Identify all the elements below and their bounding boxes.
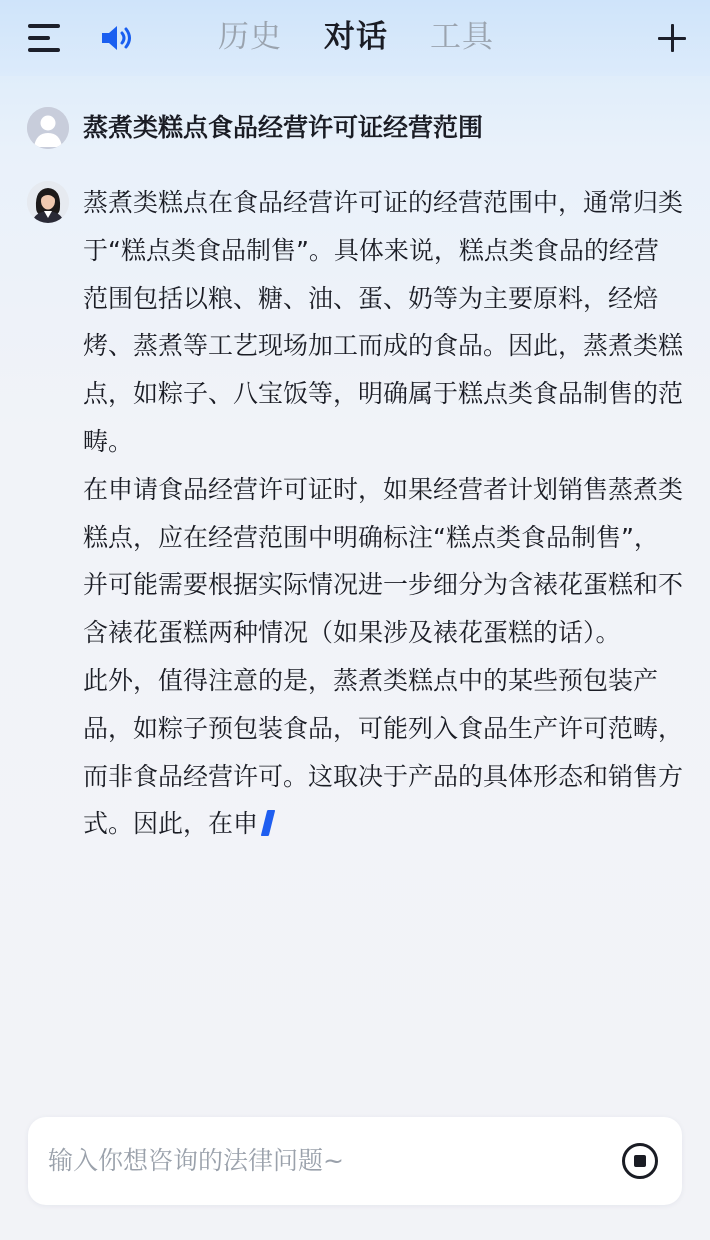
user-avatar — [27, 107, 69, 149]
tab-chat[interactable]: 对话 — [324, 19, 388, 55]
top-bar — [0, 0, 710, 76]
answer-paragraph: 蒸煮类糕点在食品经营许可证的经营范围中，通常归类于“糕点类食品制售”。具体来说，糕点类食品的经营范围包括以粮、糖、油、蛋、奶等为主要原料，经焙烤、蒸煮等工艺现场加工而成的食品。因此，蒸煮类糕点，如粽子、八宝饭等，明确属于糕点类食品制售的范畴。 — [83, 188, 684, 456]
typing-cursor-icon — [261, 810, 275, 836]
answer-paragraph-streaming — [83, 657, 683, 848]
question-input-bar[interactable] — [28, 1117, 682, 1205]
plus-icon[interactable] — [658, 24, 686, 52]
tab-tools[interactable]: 工具 — [430, 19, 494, 55]
speaker-icon[interactable] — [100, 22, 136, 54]
answer-paragraph-text: 此外，值得注意的是，蒸煮类糕点中的某些预包装产品，如粽子预包装食品，可能列入食品生产许可范畴，而非食品经营许可。这取决于产品的具体形态和销售方式。因此，在申 — [83, 665, 684, 839]
user-question: 蒸煮类糕点食品经营许可证经营范围 — [83, 113, 484, 142]
menu-icon[interactable] — [28, 24, 62, 52]
question-input[interactable]: 输入你想咨询的法律问题~ — [48, 1146, 344, 1175]
user-avatar-icon — [27, 107, 69, 149]
tab-history[interactable]: 历史 — [218, 19, 282, 55]
answer-paragraph: 在申请食品经营许可证时，如果经营者计划销售蒸煮类糕点，应在经营范围中明确标注“糕点类食品制售”，并可能需要根据实际情况进一步细分为含裱花蛋糕和不含裱花蛋糕两种情况（如果涉及裱花蛋糕的话）。 — [83, 474, 684, 648]
assistant-answer — [83, 179, 683, 848]
assistant-avatar-icon — [27, 181, 69, 223]
stop-icon[interactable] — [621, 1142, 659, 1180]
assistant-avatar — [27, 181, 69, 223]
